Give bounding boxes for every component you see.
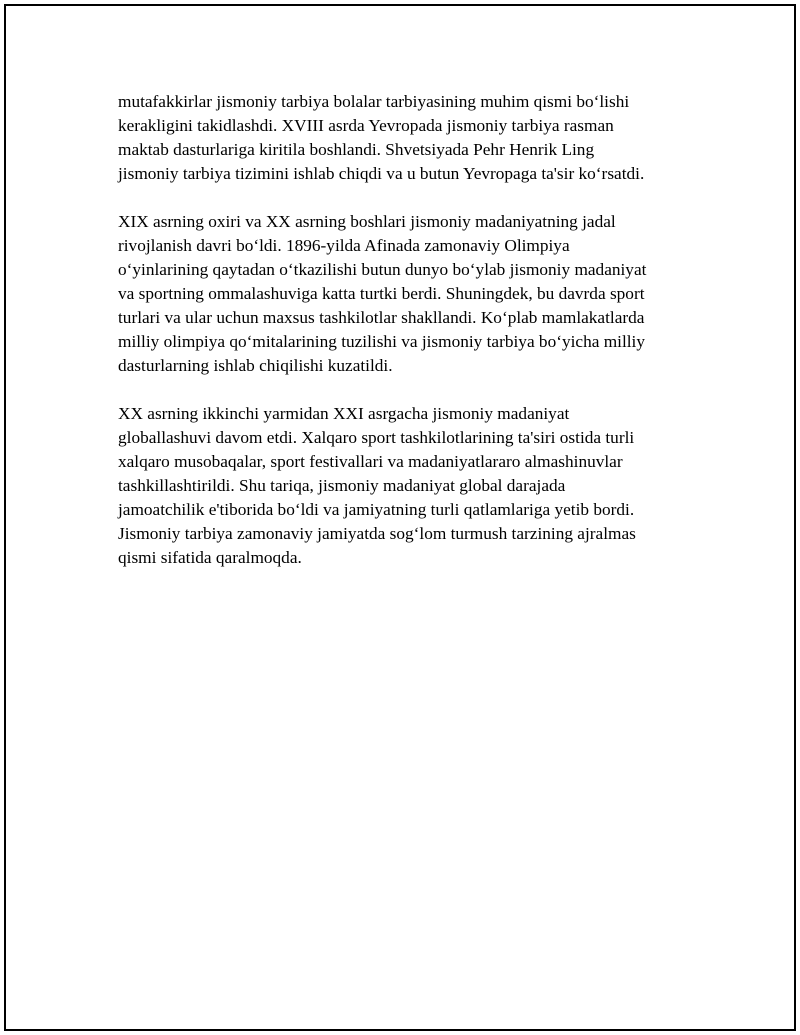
text-line: turlari va ular uchun maxsus tashkilotlar shakllandi. Ko‘plab mamlakatlarda: [118, 308, 645, 327]
text-line: milliy olimpiya qo‘mitalarining tuzilishi va jismoniy tarbiya bo‘yicha milliy: [118, 332, 646, 351]
document-body: [118, 90, 718, 594]
text-line: jamoatchilik e'tiborida bo‘ldi va jamiyatning turli qatlamlariga yetib bordi.: [118, 500, 635, 519]
text-line: kerakligini takidlashdi. XVIII asrda Yevropada jismoniy tarbiya rasman: [118, 116, 614, 135]
paragraph-1: [118, 90, 718, 186]
text-line: xalqaro musobaqalar, sport festivallari va madaniyatlararo almashinuvlar: [118, 452, 623, 471]
text-line: tashkillashtirildi. Shu tariqa, jismoniy madaniyat global darajada: [118, 476, 566, 495]
text-line: dasturlarning ishlab chiqilishi kuzatildi.: [118, 356, 393, 375]
paragraph-3: [118, 402, 718, 570]
text-line: XIX asrning oxiri va XX asrning boshlari jismoniy madaniyatning jadal: [118, 212, 616, 231]
text-line: XX asrning ikkinchi yarmidan XXI asrgacha jismoniy madaniyat: [118, 404, 570, 423]
paragraph-2: [118, 210, 718, 378]
text-line: mutafakkirlar jismoniy tarbiya bolalar tarbiyasining muhim qismi bo‘lishi: [118, 92, 630, 111]
text-line: qismi sifatida qaralmoqda.: [118, 548, 302, 567]
text-line: rivojlanish davri bo‘ldi. 1896-yilda Afinada zamonaviy Olimpiya: [118, 236, 570, 255]
text-line: globallashuvi davom etdi. Xalqaro sport tashkilotlarining ta'siri ostida turli: [118, 428, 635, 447]
text-line: va sportning ommalashuviga katta turtki berdi. Shuningdek, bu davrda sport: [118, 284, 645, 303]
text-line: maktab dasturlariga kiritila boshlandi. Shvetsiyada Pehr Henrik Ling: [118, 140, 595, 159]
text-line: o‘yinlarining qaytadan o‘tkazilishi butun dunyo bo‘ylab jismoniy madaniyat: [118, 260, 647, 279]
text-line: Jismoniy tarbiya zamonaviy jamiyatda sog‘lom turmush tarzining ajralmas: [118, 524, 636, 543]
text-line: jismoniy tarbiya tizimini ishlab chiqdi va u butun Yevropaga ta'sir ko‘rsatdi.: [118, 164, 645, 183]
